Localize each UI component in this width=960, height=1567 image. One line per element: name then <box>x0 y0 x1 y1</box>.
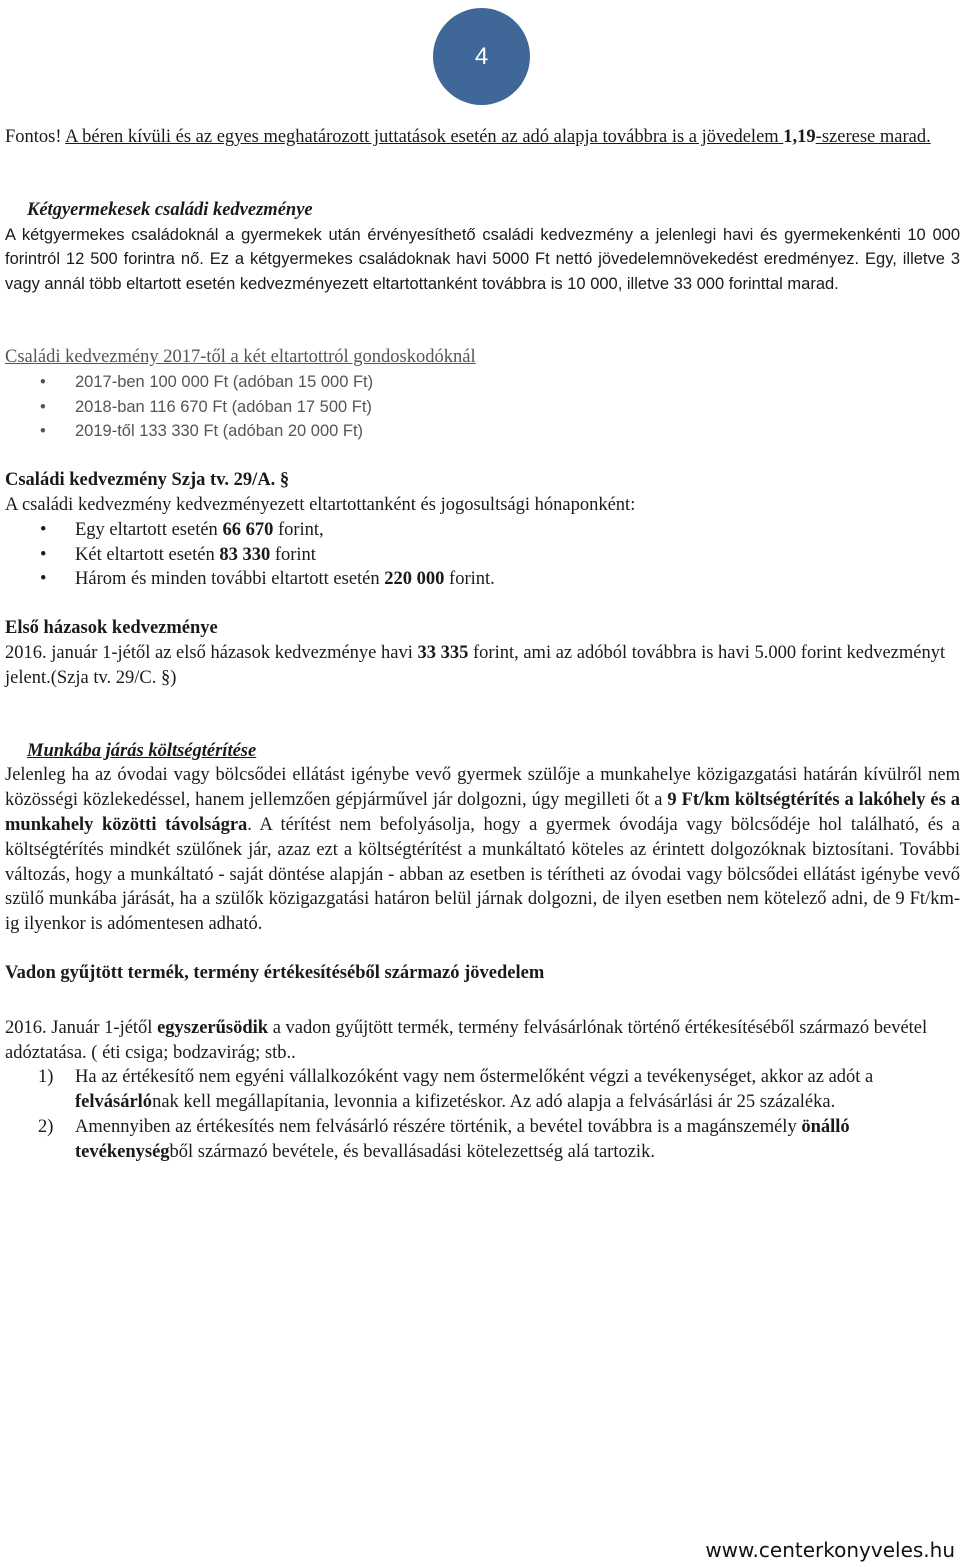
item-text: Két eltartott esetén <box>75 544 220 565</box>
section-title-ketgyermekes: Kétgyermekesek családi kedvezménye <box>27 199 313 220</box>
item-number: 2) <box>38 1116 54 1137</box>
item-text: forint, <box>273 519 324 540</box>
item-text: Három és minden további eltartott esetén <box>75 569 385 590</box>
item-text: Amennyiben az értékesítés nem felvásárló részére történik, a bevétel továbbra is a magánszemély <box>75 1116 802 1137</box>
vadon-bold: egyszerűsödik <box>157 1017 269 1038</box>
munkaba-bold: 9 Ft/km költségtérítés a lakóhely és a munkahely közötti távolságra <box>5 790 960 835</box>
hazasok-text: forint, ami az adóból továbbra is havi 5.000 forint kedvezményt jelent.(Szja tv. 29/C. §) <box>5 642 946 688</box>
ketgyermekes-p1: A kétgyermekes családoknál a gyermekek után érvényesíthető családi kedvezmény a jelenlegi havi és gyermekenkénti 10 000 forintról 12 500 forintra nő. <box>5 225 960 269</box>
list-item <box>5 1065 960 1115</box>
list-item <box>5 518 960 543</box>
intro-prefix: Fontos! <box>5 127 66 147</box>
hazasok-text: 2016. január 1-jétől az első házasok kedvezménye havi <box>5 642 418 663</box>
item-bold: önálló tevékenység <box>75 1116 850 1162</box>
page-number-badge: 4 <box>433 8 530 105</box>
ketgyermekes-p2: Ez a kétgyermekes családoknak havi 5000 Ft nettó jövedelemnövekedést eredményez. <box>203 250 860 269</box>
munkaba-text: Jelenleg ha az óvodai vagy bölcsődei ellátást igénybe vevő gyermek szülője a munkahelye közigazgatási határán kívülről nem közösségi közlekedéssel, hanem jellemzően gépjárművel jár dolgozni, úgy megilleti őt a <box>5 765 960 811</box>
ketgyermekes-paragraph <box>5 223 960 297</box>
item-bold: 66 670 <box>222 519 274 540</box>
vadon-list <box>5 1065 960 1164</box>
szja-list <box>5 518 960 592</box>
item-text: Ha az értékesítő nem egyéni vállalkozóként vagy nem őstermelőként végzi a tevékenységet, akkor az adót a <box>75 1067 874 1088</box>
item-text: ből származó bevétele, és bevallásadási kötelezettség alá tartozik. <box>169 1141 655 1162</box>
intro-suffix: -szerese marad. <box>815 127 931 147</box>
hazasok-bold: 33 335 <box>417 642 469 663</box>
munkaba-paragraph <box>5 763 960 937</box>
section-title-vadon: Vadon gyűjtött termék, termény értékesítéséből származó jövedelem <box>5 962 545 983</box>
szja-lead: A családi kedvezmény kedvezményezett eltartottanként és jogosultsági hónaponként: <box>5 494 636 515</box>
list-item: • 2018-ban 116 670 Ft (adóban 17 500 Ft) <box>5 395 960 420</box>
intro-underlined: A béren kívüli és az egyes meghatározott juttatások esetén az adó alapja továbbra is a jövedelem <box>65 127 784 147</box>
item-bold: felvásárló <box>75 1092 153 1113</box>
vadon-text: a vadon gyűjtött termék, termény felvásárlónak történő értékesítéséből származó bevétel adóztatása. ( éti csiga; bodzavirág; stb.. <box>5 1017 928 1063</box>
footer-url: www.centerkonyveles.hu <box>705 1538 955 1562</box>
hazasok-paragraph <box>5 641 960 691</box>
munkaba-text: . A térítést nem befolyásolja, hogy a gyermek óvodája vagy bölcsődéje hol található, és a költségtérítés mindkét szülőnek jár, azaz ezt a költségtérítést a munkáltató köteles az érintett dolgozóknak biztosítani. További változás, hogy a munkáltató - saját döntése alapján - abban az esetben is térítheti az óvodai vagy bölcsődei ellátást igénybe vevő szülő munkába járását, ha a szülők közigazgatási határon belül járnak dolgozni, de ilyen esetben nem kötelező adni, de 9 Ft/km-ig ilyenkor is adómentesen adható. <box>5 814 960 935</box>
document-body <box>5 125 960 1165</box>
csaladi-2017-list <box>5 370 960 444</box>
section-title-hazasok: Első házasok kedvezménye <box>5 618 218 639</box>
intro-paragraph <box>5 125 960 150</box>
item-text: nak kell megállapítania, levonnia a kifizetéskor. Az adó alapja a felvásárlási ár 25 százaléka. <box>152 1092 836 1113</box>
section-title-szja: Családi kedvezmény Szja tv. 29/A. § <box>5 470 290 491</box>
item-bold: 83 330 <box>219 544 271 565</box>
list-item: • 2019-től 133 330 Ft (adóban 20 000 Ft) <box>5 419 960 444</box>
section-title-csaladi-2017: Családi kedvezmény 2017-től a két eltartottról gondoskodóknál <box>5 346 476 367</box>
list-item: • 2017-ben 100 000 Ft (adóban 15 000 Ft) <box>5 370 960 395</box>
intro-bold: 1,19 <box>783 127 816 147</box>
list-item <box>5 543 960 568</box>
item-text: Egy eltartott esetén <box>75 519 223 540</box>
item-bold: 220 000 <box>384 569 445 590</box>
vadon-paragraph <box>5 1016 960 1066</box>
section-title-munkaba: Munkába járás költségtérítése <box>27 740 257 761</box>
list-item <box>5 567 960 592</box>
item-number: 1) <box>38 1067 54 1088</box>
item-text: forint. <box>444 569 495 590</box>
vadon-text: 2016. Január 1-jétől <box>5 1017 158 1038</box>
item-text: forint <box>270 544 316 565</box>
list-item <box>5 1115 960 1165</box>
ketgyermekes-p3: Egy, illetve 3 vagy annál több eltartott esetén kedvezményezett eltartottanként továbbra is 10 000, illetve 33 000 forinttal marad. <box>5 250 960 294</box>
